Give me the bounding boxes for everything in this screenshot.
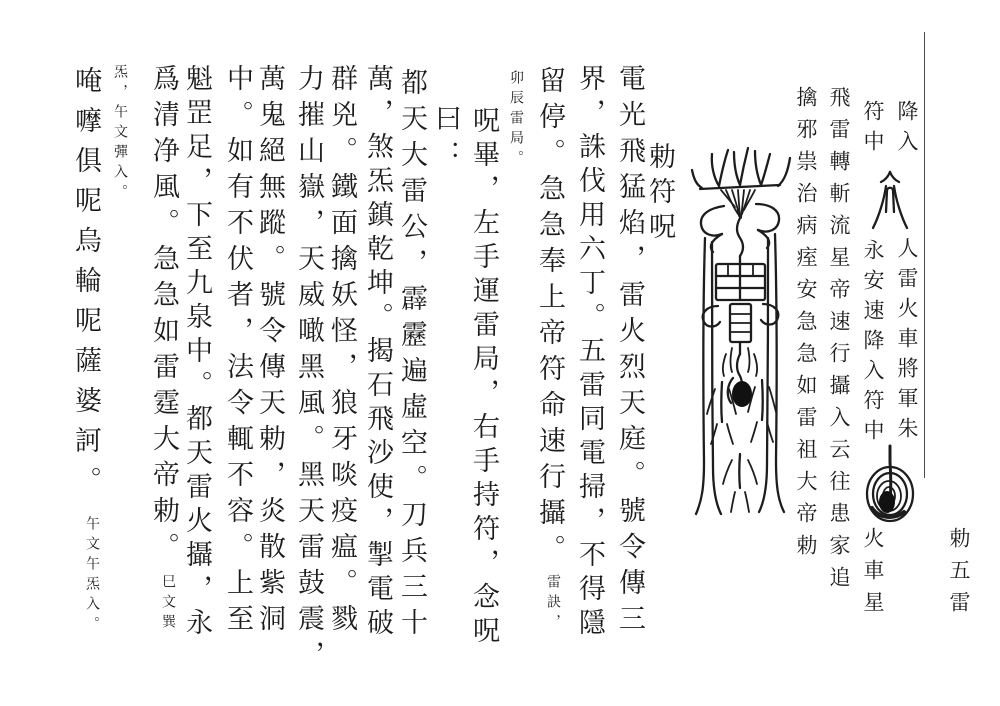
text-column-9: 群兇。鐵面擒妖怪，狼牙啖疫瘟。戮 xyxy=(327,64,357,640)
spiral-seal-icon xyxy=(864,446,916,528)
annotation-col-4: 擒邪祟治病痓安急急如雷祖大帝勅 xyxy=(794,86,818,566)
text-column-14-note: 巳文巽 xyxy=(160,574,175,634)
text-column-5: 呪畢，左手運雷局，右手持符，念呪 xyxy=(469,106,499,650)
annotation-col-2-mid: 永安速降入符中 xyxy=(861,239,885,449)
text-column-6: 曰： xyxy=(431,104,461,176)
text-column-2: 界，誅伐用六丁。五雷同電掃，不得隱 xyxy=(575,64,605,642)
annotation-col-1-top: 降入 xyxy=(895,100,919,160)
text-column-7: 都天大雷公，霹靂遍虛空。刀兵三十 xyxy=(397,68,427,644)
text-column-16: 唵嚤俱呢烏輪呢薩婆訶。 xyxy=(71,66,101,506)
text-column-11: 萬鬼絕無蹤。號令傳天勅，炎散紫洞 xyxy=(255,64,285,640)
annotation-col-2-bottom: 火車星 xyxy=(861,527,885,623)
text-column-3: 留停。急急奉上帝符命速行攝。 xyxy=(535,66,565,570)
text-column-3-note: 雷訣， xyxy=(545,574,560,634)
text-column-15-note: 炁，午文彈入。 xyxy=(112,64,127,204)
fire-glyph-icon xyxy=(870,166,910,236)
section-heading: 勅符呪 xyxy=(645,142,675,247)
text-column-12: 中。如有不伏者，法令輒不容。上至 xyxy=(223,64,253,640)
text-column-1: 電光飛猛焰，雷火烈天庭。號令傳三 xyxy=(615,64,645,640)
annotation-col-2-top: 符中 xyxy=(861,100,885,160)
text-column-4-note: 卯辰雷局。 xyxy=(508,70,523,170)
text-column-10: 力摧山嶽，天威噉黑風。黑天雷鼓震， xyxy=(294,64,324,676)
annotation-col-3: 飛雷轉斬流星帝速行攝入云往患家追 xyxy=(827,86,851,598)
annotation-col-1-bottom: 勅五雷 xyxy=(947,527,971,623)
text-column-14: 爲清净風。急急如雷霆大帝勅。 xyxy=(149,64,179,568)
column-rule xyxy=(924,32,925,478)
text-column-8: 萬，煞炁鎮乾坤。揭石飛沙使，掣電破 xyxy=(363,64,393,642)
thunder-talisman-figure xyxy=(678,142,798,532)
text-column-16-note: 午文午炁入。 xyxy=(84,516,99,636)
annotation-col-1-mid: 人雷火車將軍朱 xyxy=(895,237,919,447)
text-column-13: 魁罡足，下至九泉中。都天雷火攝，永 xyxy=(182,64,212,642)
